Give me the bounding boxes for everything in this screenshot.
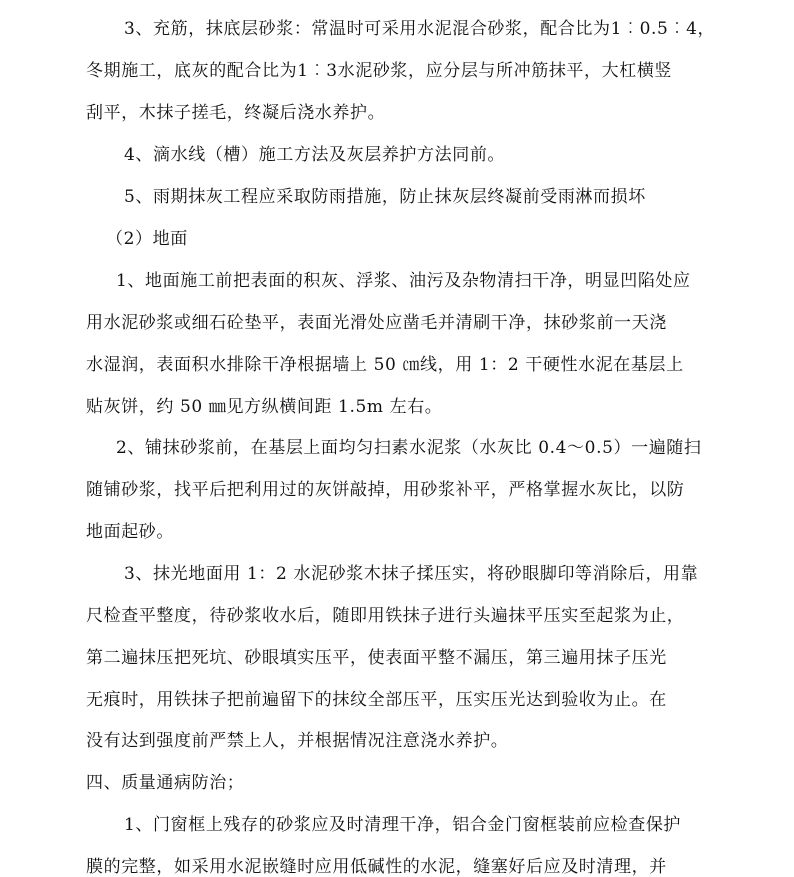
paragraph-line: 第二遍抹压把死坑、砂眼填实压平，使表面平整不漏压，第三遍用抹子压光 <box>86 648 667 668</box>
paragraph-line: 随铺砂浆，找平后把利用过的灰饼敲掉，用砂浆补平，严格掌握水灰比，以防 <box>86 480 685 500</box>
paragraph-line: 水湿润，表面积水排除干净根据墙上 50 ㎝线，用 1：2 干硬性水泥在基层上 <box>86 355 684 375</box>
paragraph-line: 没有达到强度前严禁上人，并根据情况注意浇水养护。 <box>86 731 509 751</box>
paragraph-line: 刮平，木抹子搓毛，终凝后浇水养护。 <box>86 103 386 123</box>
section-heading: （2）地面 <box>106 229 188 249</box>
paragraph-line: 贴灰饼，约 50 ㎜见方纵横间距 1.5m 左右。 <box>86 397 443 417</box>
paragraph-line: 2、铺抹砂浆前，在基层上面均匀扫素水泥浆（水灰比 0.4～0.5）一遍随扫 <box>116 438 702 458</box>
section-heading: 四、质量通病防治； <box>86 773 245 793</box>
paragraph-line: 3、抹光地面用 1：2 水泥砂浆木抹子揉压实，将砂眼脚印等消除后，用靠 <box>124 564 699 584</box>
paragraph-line: 尺检查平整度，待砂浆收水后，随即用铁抹子进行头遍抹平压实至起浆为止， <box>86 606 685 626</box>
paragraph-line: 1、门窗框上残存的砂浆应及时清理干净，铝合金门窗框装前应检查保护 <box>124 815 682 835</box>
paragraph-line: 1、地面施工前把表面的积灰、浮浆、油污及杂物清扫干净，明显凹陷处应 <box>116 271 691 291</box>
paragraph-line: 用水泥砂浆或细石砼垫平，表面光滑处应凿毛并清刷干净，抹砂浆前一天浇 <box>86 313 667 333</box>
paragraph-line: 5、雨期抹灰工程应采取防雨措施，防止抹灰层终凝前受雨淋而损坏 <box>124 187 646 207</box>
paragraph-line: 地面起砂。 <box>86 522 174 542</box>
paragraph-line: 冬期施工，底灰的配合比为1︰3水泥砂浆，应分层与所冲筋抹平，大杠横竖 <box>86 61 673 81</box>
paragraph-line: 无痕时，用铁抹子把前遍留下的抹纹全部压平，压实压光达到验收为止。在 <box>86 690 667 710</box>
paragraph-line: 4、滴水线（槽）施工方法及灰层养护方法同前。 <box>124 145 506 165</box>
paragraph-line: 膜的完整，如采用水泥嵌缝时应用低碱性的水泥，缝塞好后应及时清理，并 <box>86 857 667 877</box>
paragraph-line: 3、充筋，抹底层砂浆：常温时可采用水泥混合砂浆，配合比为1︰0.5︰4， <box>124 19 716 39</box>
